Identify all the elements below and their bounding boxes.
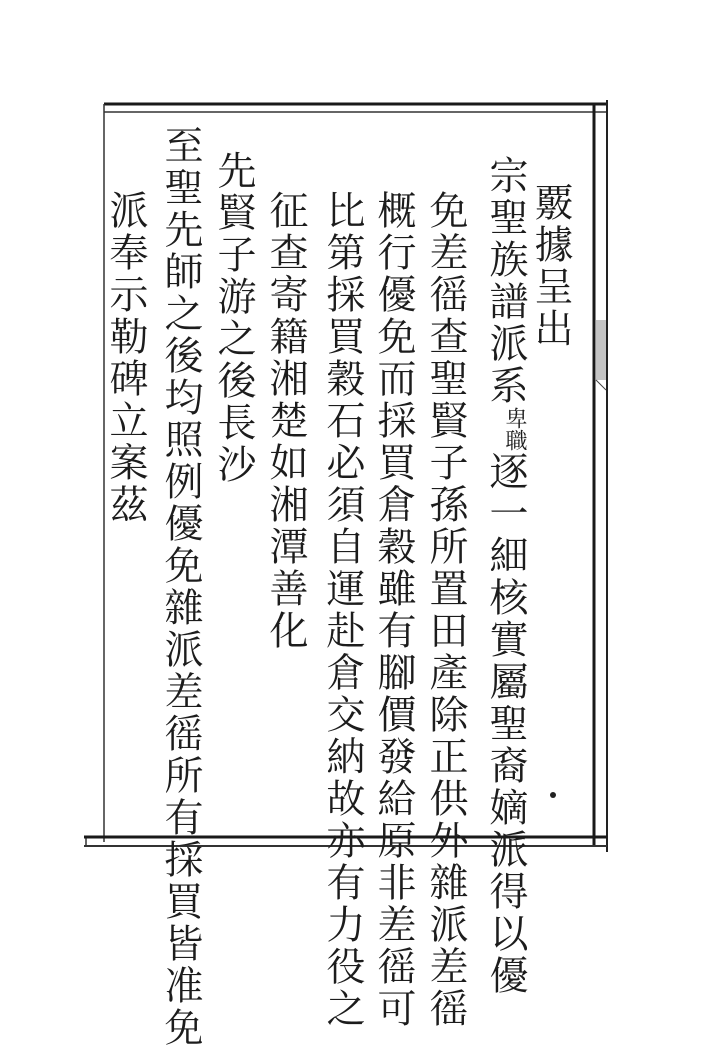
column-text: 比第採買穀石必須自運赴倉交納故亦有力役之 (320, 190, 365, 1030)
column-text: 宗聖族譜派系 (483, 155, 528, 407)
column-text: 覈據呈出 (528, 182, 573, 350)
column-text: 概行優免而採買倉穀雖有腳價發給原非差徭可 (371, 190, 416, 1030)
column-text: 至聖先師之後均照例優免雜派差徭所有採買皆准免 (158, 125, 203, 1049)
column-text: 先賢子游之後長沙 (211, 150, 256, 486)
text-column-5 (320, 190, 365, 1030)
text-column-4 (371, 190, 416, 1030)
text-column-2 (483, 155, 528, 997)
column-text: 逐一細核實屬聖裔嫡派得以優 (483, 451, 528, 997)
column-text: 派奉示勒碑立案茲 (103, 190, 148, 526)
text-column-3 (423, 190, 468, 1030)
text-column-6 (263, 190, 308, 652)
text-column-7 (211, 150, 256, 486)
text-column-1 (528, 182, 573, 350)
column-text: 免差徭查聖賢子孫所置田產除正供外雜派差徭 (423, 190, 468, 1030)
column-text: 征查寄籍湘楚如湘潭善化 (263, 190, 308, 652)
text-column-9 (103, 190, 148, 526)
column-small-text: 卑職 (502, 407, 527, 451)
text-column-8 (158, 125, 203, 1049)
